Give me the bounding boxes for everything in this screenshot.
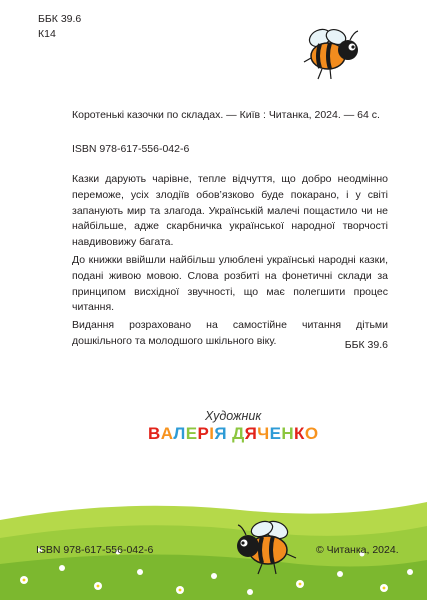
footer-isbn: ISBN 978-617-556-042-6 (36, 544, 154, 556)
copyright-notice: © Читанка, 2024. (316, 544, 399, 556)
artist-name-letter: Я (244, 424, 258, 443)
artist-name-letter: Е (185, 424, 198, 443)
grass-meadow-illustration (0, 480, 427, 600)
bbk-code: ББК 39.6 (38, 13, 82, 25)
annotation-paragraph: Видання розраховано на самостійне читання дітьми дошкільного та молодшого шкільного віку. (72, 319, 388, 347)
artist-name-letter: Р (197, 424, 210, 443)
artist-name-letter: В (148, 424, 161, 443)
isbn: ISBN 978-617-556-042-6 (72, 143, 190, 155)
bbk-code-right: ББК 39.6 (344, 339, 388, 351)
artist-name-letter: Л (173, 424, 186, 443)
bibliographic-record: Коротенькі казочки по складах. — Київ : Читанка, 2024. — 64 с. (72, 109, 380, 121)
artist-name-letter: І (209, 424, 215, 443)
artist-name-letter: Н (281, 424, 295, 443)
artist-name-letter: Я (214, 424, 227, 443)
annotation (72, 172, 388, 350)
bee-icon (298, 24, 362, 82)
artist-name-letter: О (304, 424, 319, 443)
annotation-paragraph: Казки дарують чарівне, тепле відчуття, що добро неодмінно переможе, усіх злодіїв обов’язково буде покарано, і у світі запанують мир та злагода. Українській малечі пощастило чи не найбільше, адже скарбничка української народної творчості навдивовижу багата. (72, 173, 388, 249)
artist-name-letter: К (294, 424, 305, 443)
annotation-paragraph: До книжки ввійшли найбільш улюблені українські народні казки, подані живою мовою. Слова розбиті на фонетичні склади за принципом висхідної звучності, що має полегшити процес читання. (72, 253, 388, 314)
classification-block (38, 12, 81, 42)
bee-icon (232, 516, 304, 578)
author-mark: К14 (38, 28, 56, 40)
artist-name-letter: Д (232, 424, 245, 443)
artist-name-letter: А (160, 424, 174, 443)
artist-label: Художник (205, 409, 262, 423)
artist-name-letter: Ч (257, 424, 270, 443)
artist-name-letter: Е (269, 424, 282, 443)
artist-name (148, 424, 318, 444)
